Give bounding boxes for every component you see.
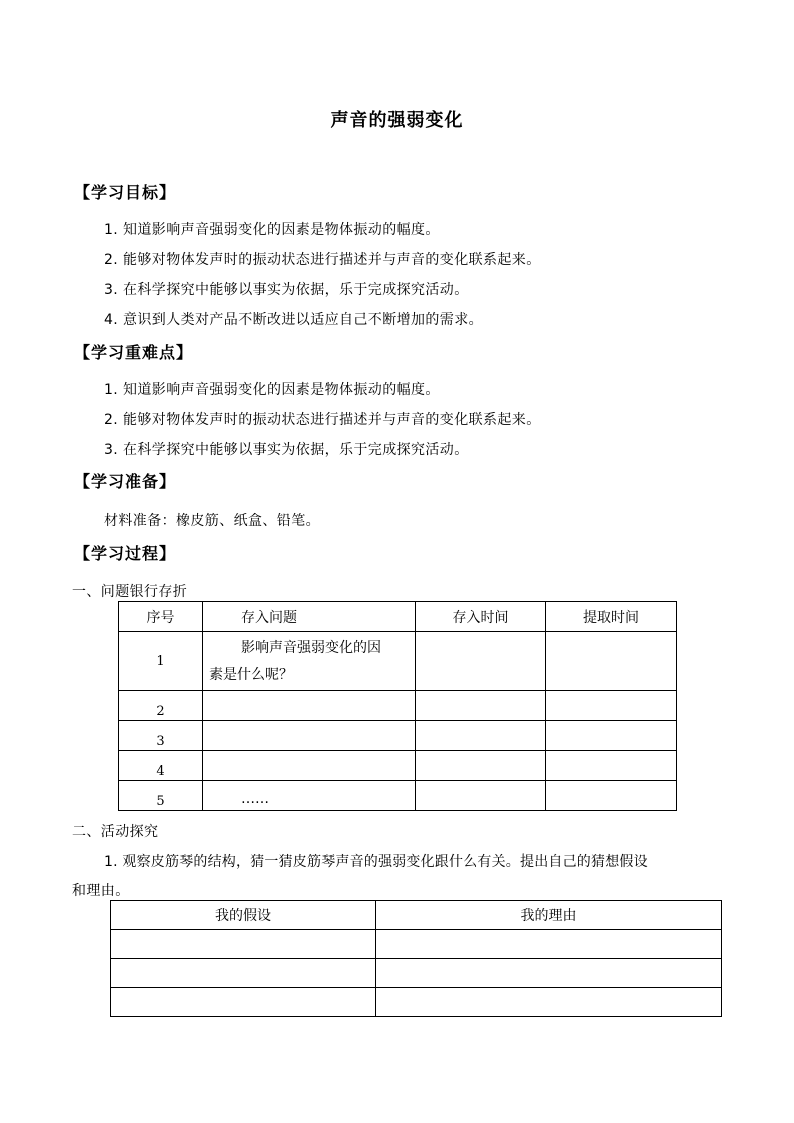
preparation-text: 材料准备：橡皮筋、纸盒、铅笔。 — [104, 513, 320, 529]
question-cell — [203, 632, 416, 691]
withdraw-time-cell — [546, 781, 677, 811]
header-cell: 提取时间 — [546, 602, 677, 632]
withdraw-time-cell — [546, 751, 677, 781]
key-point-item: 3. 在科学探究中能够以事实为依据，乐于完成探究活动。 — [104, 442, 469, 458]
table-header-row — [119, 602, 677, 632]
page-title: 声音的强弱变化 — [330, 110, 464, 131]
deposit-time-cell — [416, 721, 546, 751]
deposit-time-cell — [416, 751, 546, 781]
key-point-item: 2. 能够对物体发声时的振动状态进行描述并与声音的变化联系起来。 — [104, 412, 541, 428]
row-number: 2 — [119, 691, 203, 721]
task-text: 和理由。 — [72, 883, 130, 899]
reason-cell — [376, 988, 722, 1017]
table-row — [119, 632, 677, 691]
table-row — [111, 959, 722, 988]
withdraw-time-cell — [546, 721, 677, 751]
table-row — [111, 930, 722, 959]
withdraw-time-cell — [546, 691, 677, 721]
table-row — [111, 988, 722, 1017]
question-text: 素是什么呢？ — [209, 667, 293, 683]
section-heading-key-points: 【学习重难点】 — [74, 343, 194, 362]
objective-item: 2. 能够对物体发声时的振动状态进行描述并与声音的变化联系起来。 — [104, 252, 541, 268]
withdraw-time-cell — [546, 632, 677, 691]
part2-title: 二、活动探究 — [72, 824, 159, 840]
table-row — [119, 781, 677, 811]
section-heading-process: 【学习过程】 — [74, 544, 177, 563]
table-row — [119, 751, 677, 781]
header-cell: 我的假设 — [111, 901, 376, 930]
question-cell — [203, 751, 416, 781]
part1-title: 一、问题银行存折 — [72, 584, 188, 600]
hypothesis-cell — [111, 959, 376, 988]
section-heading-objectives: 【学习目标】 — [74, 183, 177, 202]
deposit-time-cell — [416, 781, 546, 811]
row-number: 1 — [119, 632, 203, 691]
hypothesis-table — [110, 900, 722, 1017]
header-cell: 存入时间 — [416, 602, 546, 632]
hypothesis-cell — [111, 930, 376, 959]
question-cell — [203, 721, 416, 751]
deposit-time-cell — [416, 632, 546, 691]
question-bank-table — [118, 601, 677, 811]
question-cell — [203, 691, 416, 721]
header-cell: 存入问题 — [203, 602, 416, 632]
row-number: 5 — [119, 781, 203, 811]
task-text: 1. 观察皮筋琴的结构，猜一猜皮筋琴声音的强弱变化跟什么有关。提出自己的猜想假设 — [104, 854, 648, 870]
deposit-time-cell — [416, 691, 546, 721]
section-heading-preparation: 【学习准备】 — [74, 472, 177, 491]
header-cell: 我的理由 — [376, 901, 722, 930]
row-number: 4 — [119, 751, 203, 781]
hypothesis-cell — [111, 988, 376, 1017]
objective-item: 4. 意识到人类对产品不断改进以适应自己不断增加的需求。 — [104, 312, 484, 328]
table-header-row — [111, 901, 722, 930]
reason-cell — [376, 959, 722, 988]
header-cell: 序号 — [119, 602, 203, 632]
key-point-item: 1. 知道影响声音强弱变化的因素是物体振动的幅度。 — [104, 382, 440, 398]
question-text: 影响声音强弱变化的因 — [241, 640, 381, 656]
table-row — [119, 691, 677, 721]
objective-item: 1. 知道影响声音强弱变化的因素是物体振动的幅度。 — [104, 222, 440, 238]
table-row — [119, 721, 677, 751]
objective-item: 3. 在科学探究中能够以事实为依据，乐于完成探究活动。 — [104, 282, 469, 298]
question-cell: …… — [203, 781, 416, 811]
row-number: 3 — [119, 721, 203, 751]
reason-cell — [376, 930, 722, 959]
